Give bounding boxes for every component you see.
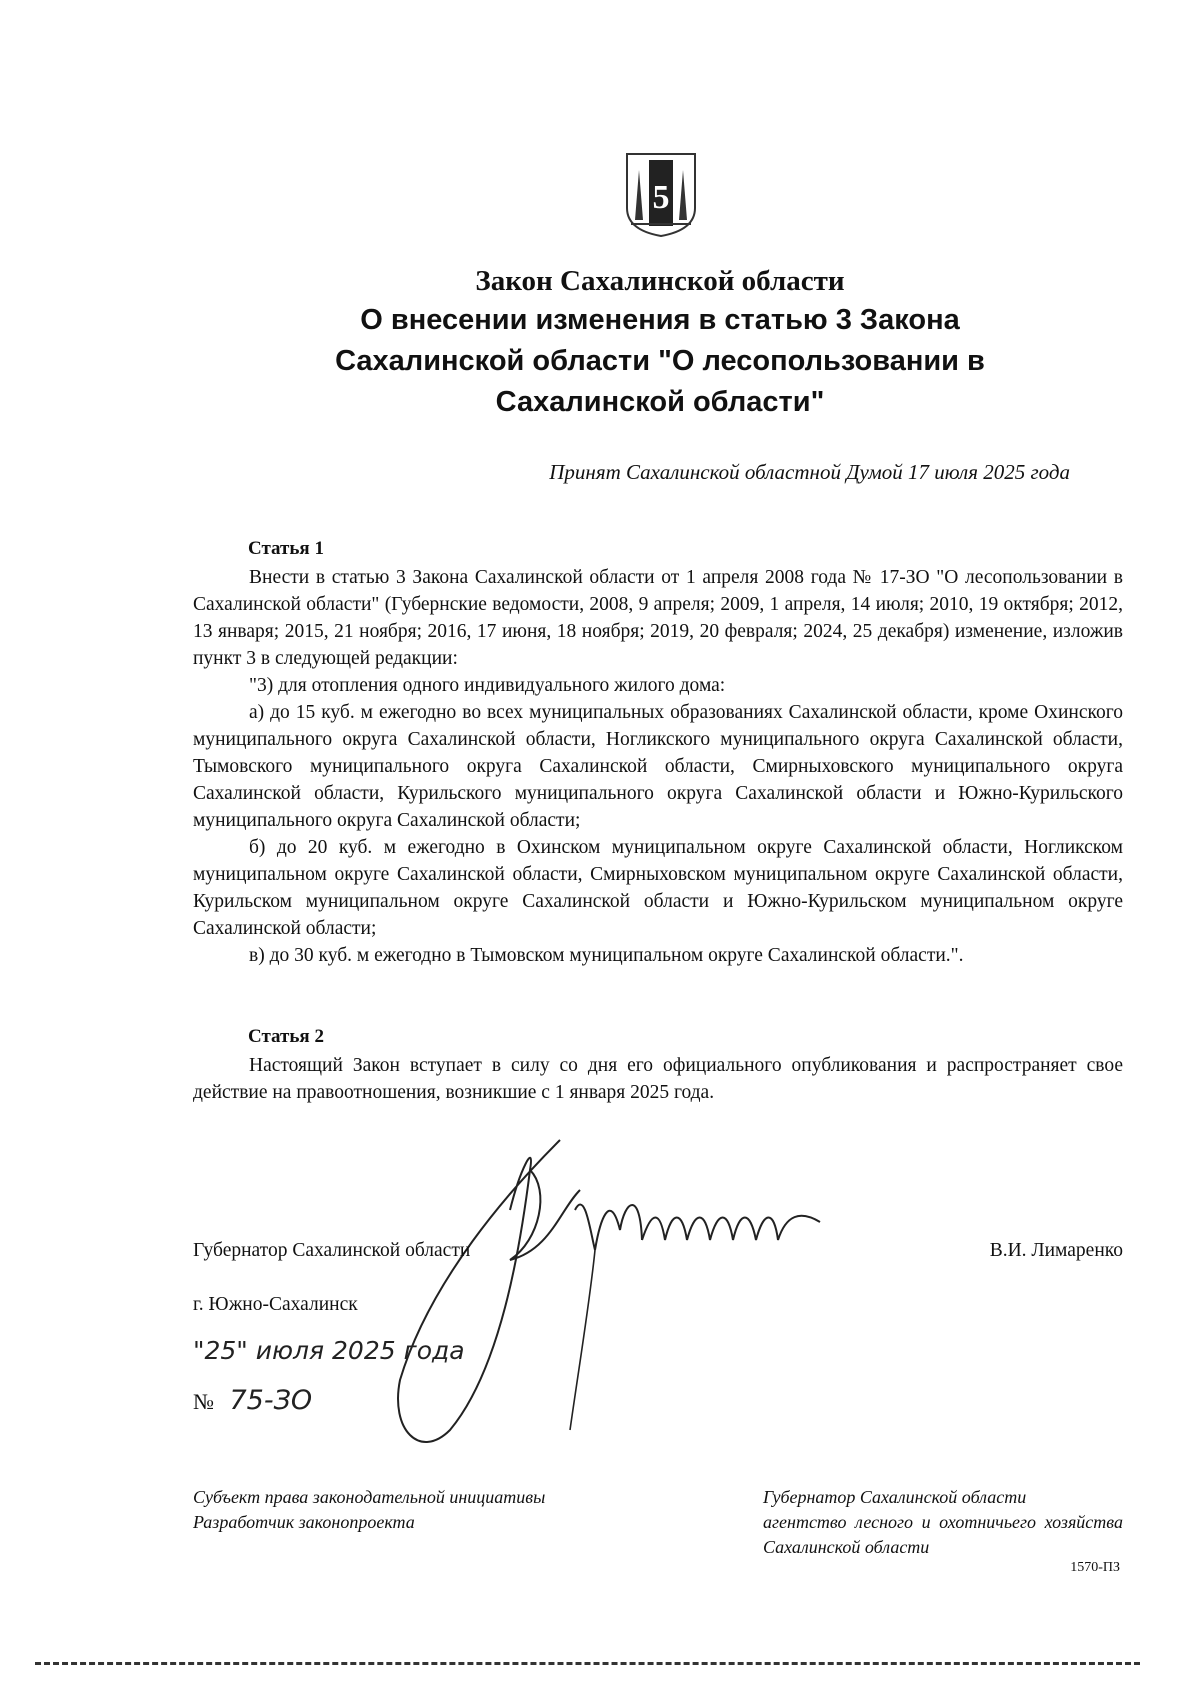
article-1-body <box>193 564 1123 969</box>
law-subtitle: О внесении изменения в статью 3 Закона Сахалинской области "О лесопользовании в Сахалинской области" <box>335 304 985 418</box>
governor-position: Губернатор Сахалинской области <box>193 1240 471 1261</box>
law-title-block <box>230 262 1090 423</box>
article-2-heading: Статья 2 <box>248 1026 324 1047</box>
article-2-body <box>193 1052 1123 1106</box>
initiative-subject-labels <box>193 1485 545 1535</box>
law-title: Закон Сахалинской области <box>475 265 845 297</box>
page-bottom-rule <box>35 1662 1140 1665</box>
initiative-subject-label: Субъект права законодательной инициативы <box>193 1487 546 1507</box>
signing-city: г. Южно-Сахалинск <box>193 1294 358 1315</box>
handwritten-date: "25" июля 2025 года <box>193 1336 465 1365</box>
article-1-heading: Статья 1 <box>248 538 324 559</box>
governor-signature <box>390 1130 930 1470</box>
article-1-item-a: а) до 15 куб. м ежегодно во всех муниципальных образованиях Сахалинской области, кроме Охинского муниципального округа Сахалинской области, Ногликского муниципального округа Сахалинской области, Тымовского муниципального округа Сахалинской области, Смирныховского муниципального округа Сахалинской области, Курильского муниципального округа Сахалинской области и Южно-Курильского муниципального округа Сахалинской области; <box>193 702 1123 831</box>
adoption-note: Принят Сахалинской областной Думой 17 июля 2025 года <box>549 460 1070 484</box>
law-number-handwritten: 75-ЗО <box>229 1385 313 1416</box>
svg-text:5: 5 <box>652 179 670 216</box>
law-number <box>193 1385 312 1416</box>
governor-name: В.И. Лимаренко <box>989 1240 1123 1261</box>
article-1-item-c: в) до 30 куб. м ежегодно в Тымовском муниципальном округе Сахалинской области.". <box>249 945 964 966</box>
sakhalin-coat-of-arms-icon <box>619 150 703 238</box>
article-2-text: Настоящий Закон вступает в силу со дня его официального опубликования и распространяет свое действие на правоотношения, возникшие с 1 января 2025 года. <box>193 1055 1123 1103</box>
initiative-subject-value: Губернатор Сахалинской области <box>763 1487 1027 1507</box>
document-code: 1570-ПЗ <box>1070 1560 1120 1575</box>
developer-value: агентство лесного и охотничьего хозяйства Сахалинской области <box>763 1512 1123 1557</box>
article-1-intro: Внести в статью 3 Закона Сахалинской области от 1 апреля 2008 года № 17-ЗО "О лесопользовании в Сахалинской области" (Губернские ведомости, 2008, 9 апреля; 2009, 1 апреля, 14 июля; 2010, 19 октября; 2012, 13 января; 2015, 21 ноября; 2016, 17 июня, 18 ноября; 2019, 20 февраля; 2024, 25 декабря) изменение, изложив пункт 3 в следующей редакции: <box>193 567 1123 669</box>
initiative-subject-values <box>763 1485 1123 1560</box>
developer-label: Разработчик законопроекта <box>193 1512 415 1532</box>
article-1-item-b: б) до 20 куб. м ежегодно в Охинском муниципальном округе Сахалинской области, Ногликском муниципальном округе Сахалинской области, Смирныховском муниципальном округе Сахалинской области, Курильском муниципальном округе Сахалинской области и Южно-Курильском муниципальном округе Сахалинской области; <box>193 837 1123 939</box>
law-number-prefix: № <box>193 1389 214 1414</box>
article-1-point-3: "3) для отопления одного индивидуального жилого дома: <box>249 675 726 696</box>
